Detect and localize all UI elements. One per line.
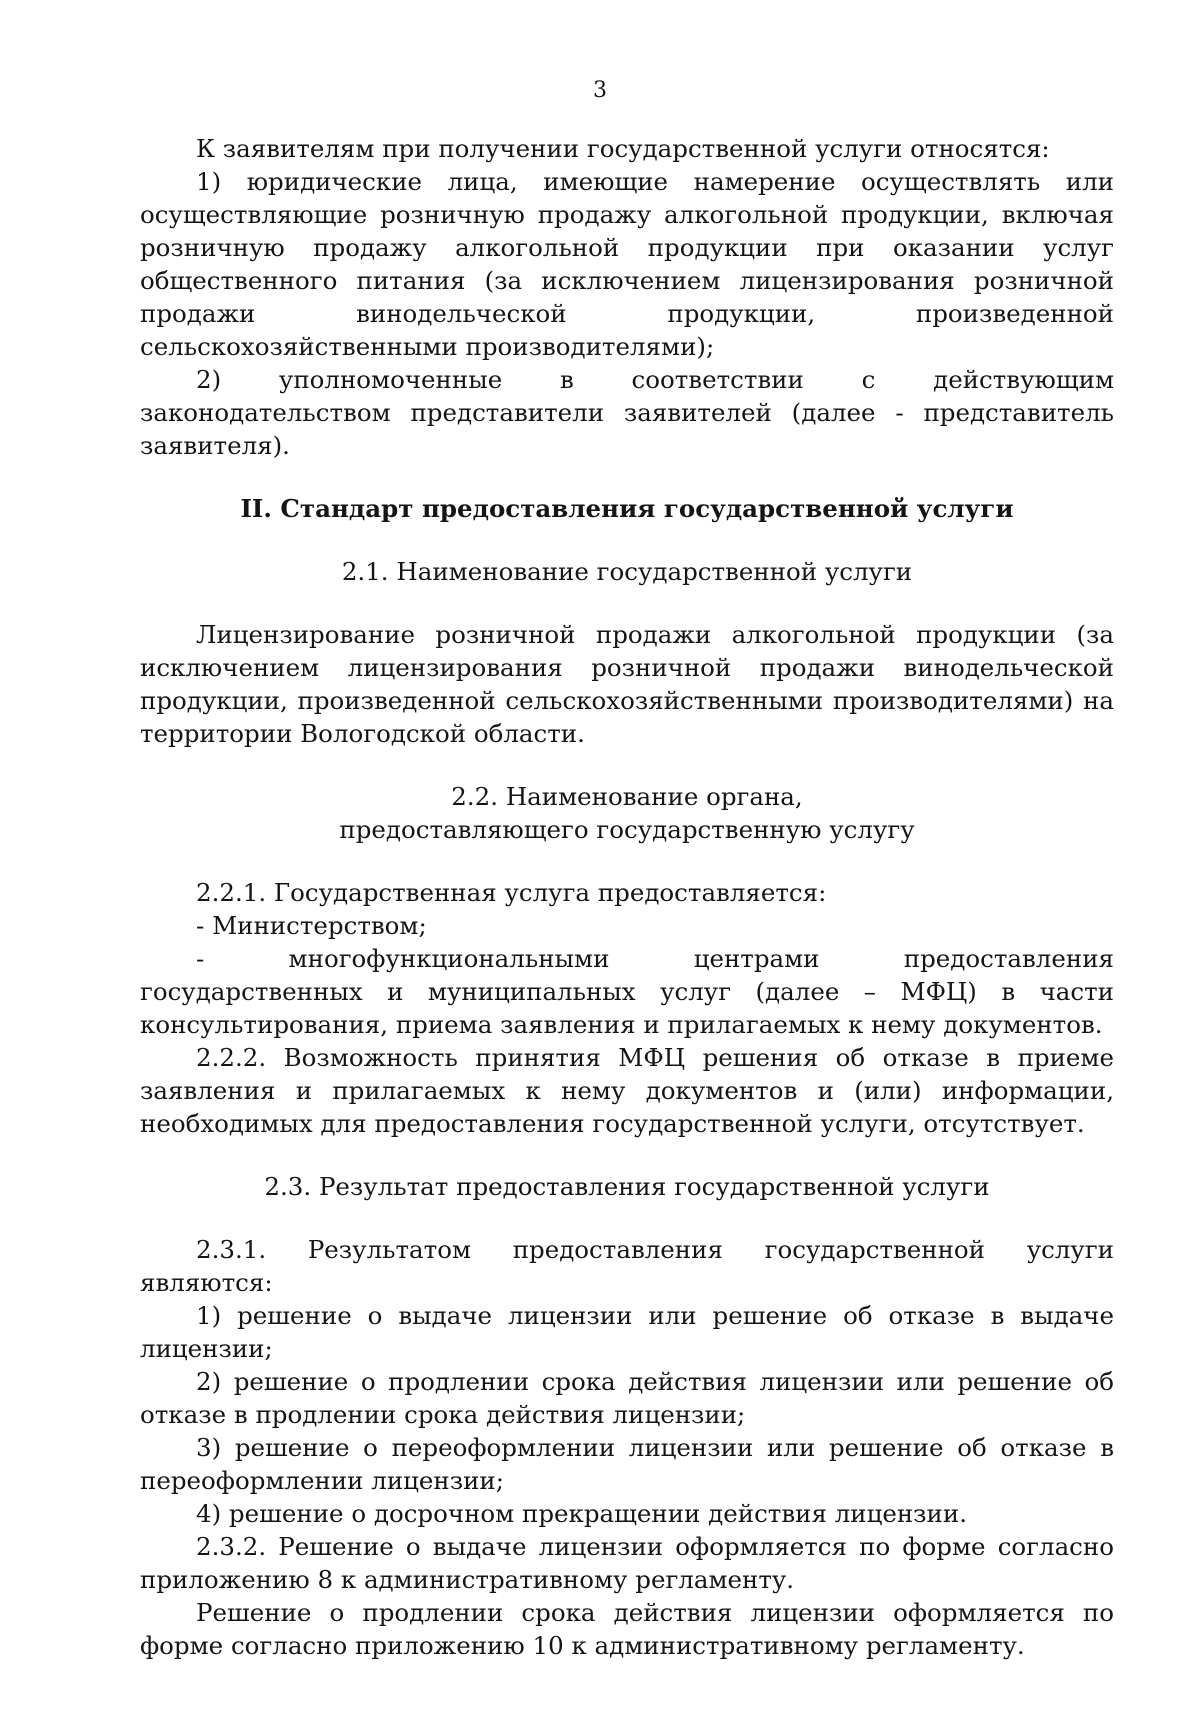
section-2-3-title: 2.3. Результат предоставления государственной услуги <box>264 1172 990 1201</box>
applicants-item-2: 2) уполномоченные в соответствии с действующим законодательством представители заявителей (далее - представитель заявителя). <box>140 365 1114 460</box>
applicants-item-1: 1) юридические лица, имеющие намерение осуществлять или осуществляющие розничную продажу алкогольной продукции, включая розничную продажу алкогольной продукции при оказании услуг общественного питания (за исключением лицензирования розничной продажи винодельческой продукции, произведенной сельскохозяйственными производителями); <box>140 167 1114 361</box>
renewal-decision-text: Решение о продлении срока действия лицензии оформляется по форме согласно приложению 10 к административному регламенту. <box>140 1598 1114 1660</box>
result-item-4: 4) решение о досрочном прекращении действия лицензии. <box>196 1499 967 1528</box>
document-body <box>140 132 1114 1662</box>
section-2-2-title-line-1: 2.2. Наименование органа, <box>451 782 803 811</box>
section-2-3-2: 2.3.2. Решение о выдаче лицензии оформляется по форме согласно приложению 8 к административному регламенту. <box>140 1532 1114 1594</box>
section-2-2-1: 2.2.1. Государственная услуга предоставляется: <box>196 878 827 907</box>
section-2-2-title <box>140 780 1114 846</box>
section-2-3-1: 2.3.1. Результатом предоставления государственной услуги являются: <box>140 1235 1114 1297</box>
section-2-2-mfc: - многофункциональными центрами предоставления государственных и муниципальных услуг (далее – МФЦ) в части консультирования, приема заявления и прилагаемых к нему документов. <box>140 944 1114 1039</box>
section-2-2-title-line-2: предоставляющего государственную услугу <box>339 815 915 844</box>
section-2-2-2: 2.2.2. Возможность принятия МФЦ решения об отказе в приеме заявления и прилагаемых к нему документов и (или) информации, необходимых для предоставления государственной услуги, отсутствует. <box>140 1043 1114 1138</box>
page-number: 3 <box>593 78 607 103</box>
section-2-1-text: Лицензирование розничной продажи алкогольной продукции (за исключением лицензирования розничной продажи винодельческой продукции, произведенной сельскохозяйственными производителями) на территории Вологодской области. <box>140 620 1114 748</box>
result-item-2: 2) решение о продлении срока действия лицензии или решение об отказе в продлении срока действия лицензии; <box>140 1367 1114 1429</box>
section-2-2-ministry: - Министерством; <box>196 911 427 940</box>
applicants-intro: К заявителям при получении государственной услуги относятся: <box>196 134 1050 163</box>
section-2-1-title: 2.1. Наименование государственной услуги <box>341 557 913 586</box>
result-item-3: 3) решение о переоформлении лицензии или решение об отказе в переоформлении лицензии; <box>140 1433 1114 1495</box>
section-2-title: II. Стандарт предоставления государственной услуги <box>240 494 1014 523</box>
result-item-1: 1) решение о выдаче лицензии или решение об отказе в выдаче лицензии; <box>140 1301 1114 1363</box>
